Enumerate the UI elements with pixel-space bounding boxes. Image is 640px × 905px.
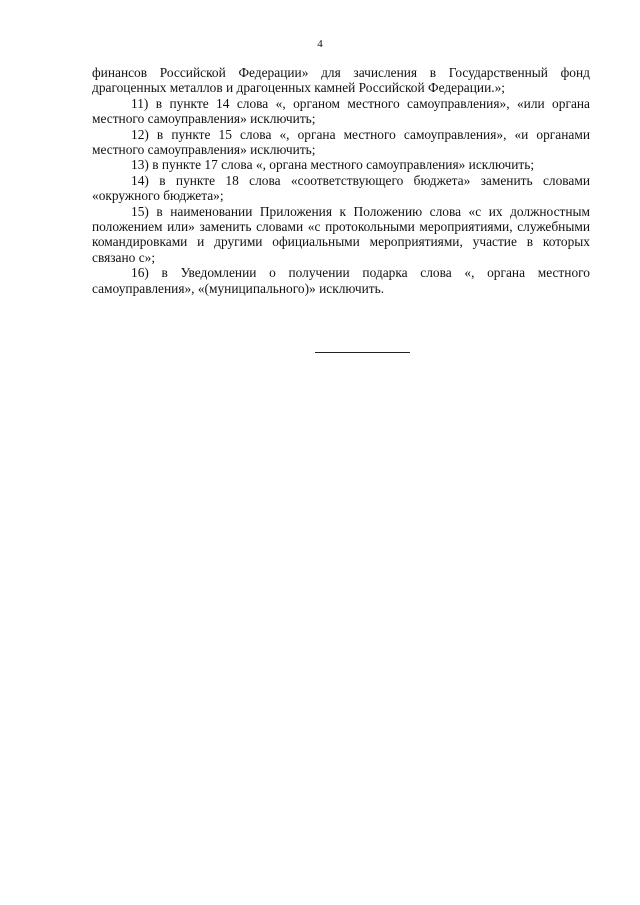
item-number: 13) (131, 157, 149, 173)
end-of-document-rule (315, 352, 410, 353)
list-item-12 (92, 127, 590, 158)
list-item-14 (92, 173, 590, 204)
item-text: в пункте 15 слова «, органа местного самоуправления», «и органами местного самоуправления» исключить; (92, 126, 590, 158)
item-number: 11) (131, 95, 149, 111)
item-text: в Уведомлении о получении подарка слова «, органа местного самоуправления», «(муниципального)» исключить. (92, 265, 590, 296)
item-number: 16) (131, 265, 149, 281)
item-number: 15) (131, 203, 149, 219)
list-item-15 (92, 204, 590, 266)
item-text: в пункте 14 слова «, органом местного самоуправления», «или органа местного самоуправления» исключить; (92, 95, 590, 127)
item-number: 12) (131, 126, 149, 142)
paragraph-text: финансов Российской Федерации» для зачисления в Государственный фонд драгоценных металлов и драгоценных камней Российской Федерации.»; (92, 65, 590, 96)
list-item-16 (92, 265, 590, 296)
paragraph-continuation (92, 65, 590, 96)
item-text: в наименовании Приложения к Положению слова «с их должностным положением или» заменить словами «с протокольными мероприятиями, служебными командировками и другими официальными мероприятиями, участие в которых связано с»; (92, 203, 590, 265)
list-item-11 (92, 96, 590, 127)
list-item-13 (92, 157, 590, 172)
item-number: 14) (131, 172, 149, 188)
document-body (92, 65, 590, 296)
item-text: в пункте 18 слова «соответствующего бюджета» заменить словами «окружного бюджета»; (92, 172, 590, 204)
item-text: в пункте 17 слова «, органа местного самоуправления» исключить; (148, 157, 535, 173)
page-number: 4 (317, 38, 323, 50)
